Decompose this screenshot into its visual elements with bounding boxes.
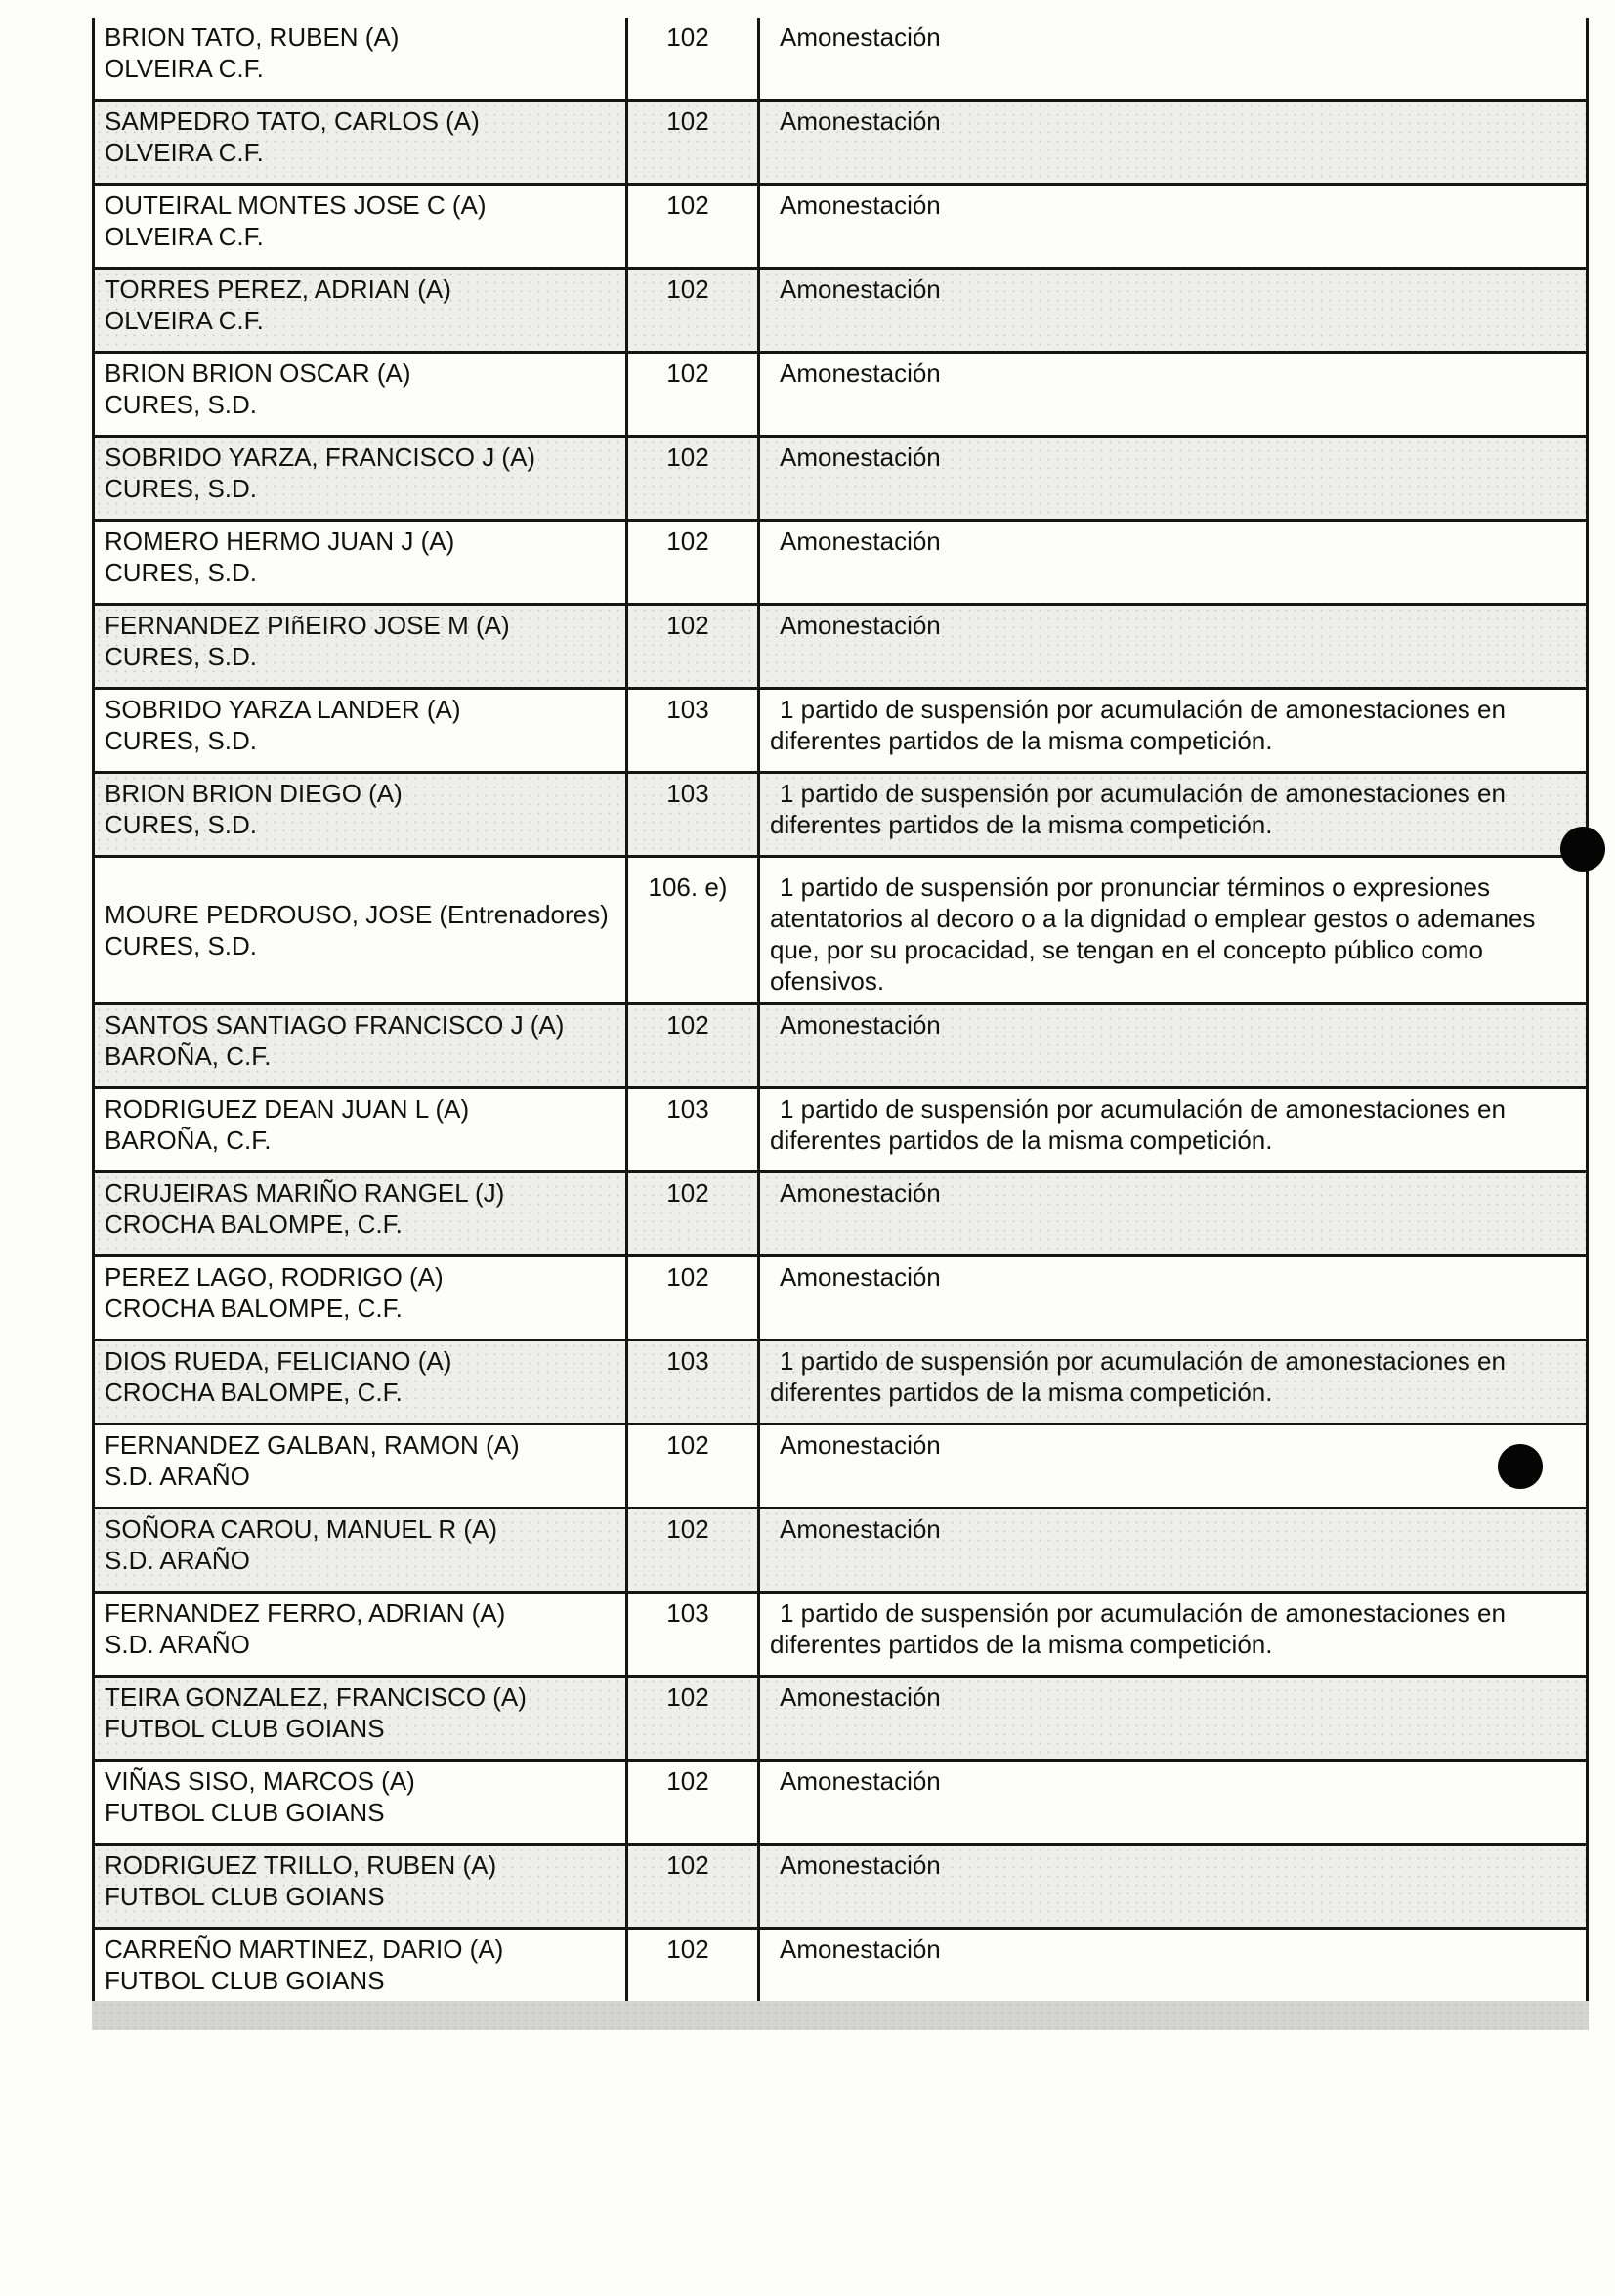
player-cell: [95, 1678, 628, 1759]
sanction-cell: Amonestación: [780, 359, 941, 388]
player-name: FERNANDEZ PIñEIRO JOSE M (A): [105, 611, 510, 640]
article-cell: 102: [628, 438, 760, 519]
sanction-cell: Amonestación: [780, 1766, 941, 1796]
footer-shaded-band: [92, 2001, 1589, 2030]
player-cell: [95, 1846, 628, 1927]
player-name: TORRES PEREZ, ADRIAN (A): [105, 275, 451, 304]
player-cell: [95, 438, 628, 519]
article-cell: 102: [628, 1509, 760, 1591]
article-cell: 102: [628, 18, 760, 99]
sanction-line: 1 partido de suspensión por acumulación de amonestaciones en: [780, 695, 1506, 724]
player-cell: [95, 186, 628, 267]
player-cell: [95, 858, 628, 1002]
player-name: PEREZ LAGO, RODRIGO (A): [105, 1262, 444, 1292]
player-name: FERNANDEZ GALBAN, RAMON (A): [105, 1430, 520, 1460]
player-name: SOBRIDO YARZA LANDER (A): [105, 695, 461, 724]
player-cell: [95, 1173, 628, 1254]
player-cell: [95, 1509, 628, 1591]
article-cell: 102: [628, 1930, 760, 2011]
player-cell: [95, 1341, 628, 1423]
article-cell: 102: [628, 1173, 760, 1254]
sanctions-table: [92, 18, 1589, 2014]
sanction-cell: [760, 774, 1586, 855]
table-row: [95, 858, 1586, 1005]
club-name: CURES, S.D.: [105, 642, 258, 671]
table-row: [95, 1425, 1586, 1509]
player-name: CARREÑO MARTINEZ, DARIO (A): [105, 1935, 504, 1964]
article-cell: 102: [628, 354, 760, 435]
table-row: [95, 354, 1586, 438]
club-name: OLVEIRA C.F.: [105, 54, 264, 83]
club-name: BAROÑA, C.F.: [105, 1042, 272, 1071]
article-cell: 103: [628, 774, 760, 855]
player-name: VIÑAS SISO, MARCOS (A): [105, 1766, 415, 1796]
table-row: [95, 102, 1586, 186]
sanction-line: 1 partido de suspensión por acumulación de amonestaciones en: [780, 1346, 1506, 1376]
player-cell: [95, 18, 628, 99]
player-name: FERNANDEZ FERRO, ADRIAN (A): [105, 1598, 506, 1628]
club-name: CURES, S.D.: [105, 810, 258, 839]
player-name: SANTOS SANTIAGO FRANCISCO J (A): [105, 1010, 565, 1040]
club-name: CURES, S.D.: [105, 474, 258, 503]
player-name: RODRIGUEZ TRILLO, RUBEN (A): [105, 1850, 497, 1880]
article-cell: 102: [628, 522, 760, 603]
table-row: [95, 1005, 1586, 1089]
player-cell: [95, 1594, 628, 1675]
sanction-cell: Amonestación: [780, 611, 941, 640]
sanction-cell: [760, 1089, 1586, 1170]
player-cell: [95, 1089, 628, 1170]
club-name: CROCHA BALOMPE, C.F.: [105, 1210, 403, 1239]
sanction-cell: [760, 690, 1586, 771]
sanction-cell: Amonestación: [780, 527, 941, 556]
sanction-line: diferentes partidos de la misma competición.: [770, 1126, 1273, 1155]
sanction-line: atentatorios al decoro o a la dignidad o emplear gestos o ademanes: [770, 904, 1536, 933]
article-cell: 102: [628, 606, 760, 687]
club-name: OLVEIRA C.F.: [105, 306, 264, 335]
sanction-cell: Amonestación: [780, 1262, 941, 1292]
sanction-line: 1 partido de suspensión por pronunciar términos o expresiones: [780, 872, 1490, 902]
article-cell: 102: [628, 102, 760, 183]
sanction-line: 1 partido de suspensión por acumulación de amonestaciones en: [780, 779, 1506, 808]
table-row: [95, 606, 1586, 690]
sanction-line: diferentes partidos de la misma competición.: [770, 810, 1273, 839]
table-row: [95, 774, 1586, 858]
sanction-line: diferentes partidos de la misma competición.: [770, 1378, 1273, 1407]
table-row: [95, 1594, 1586, 1678]
player-cell: [95, 1930, 628, 2011]
player-name: BRION TATO, RUBEN (A): [105, 22, 400, 52]
article-cell: 103: [628, 690, 760, 771]
article-cell: 102: [628, 1005, 760, 1086]
article-cell: 103: [628, 1594, 760, 1675]
player-name: CRUJEIRAS MARIÑO RANGEL (J): [105, 1178, 505, 1208]
sanction-line: ofensivos.: [770, 966, 885, 996]
sanction-cell: Amonestación: [780, 22, 941, 52]
table-row: [95, 18, 1586, 102]
club-name: CROCHA BALOMPE, C.F.: [105, 1294, 403, 1323]
sanction-line: diferentes partidos de la misma competición.: [770, 1630, 1273, 1659]
player-cell: [95, 522, 628, 603]
player-name: SAMPEDRO TATO, CARLOS (A): [105, 106, 480, 136]
sanction-cell: Amonestación: [780, 1514, 941, 1544]
player-name: RODRIGUEZ DEAN JUAN L (A): [105, 1094, 470, 1124]
club-name: S.D. ARAÑO: [105, 1462, 250, 1491]
article-cell: 106. e): [628, 858, 760, 1002]
article-cell: 102: [628, 1846, 760, 1927]
club-name: CROCHA BALOMPE, C.F.: [105, 1378, 403, 1407]
club-name: BAROÑA, C.F.: [105, 1126, 272, 1155]
table-row: [95, 1257, 1586, 1341]
club-name: FUTBOL CLUB GOIANS: [105, 1798, 385, 1827]
player-name: TEIRA GONZALEZ, FRANCISCO (A): [105, 1682, 527, 1712]
sanction-cell: Amonestación: [780, 191, 941, 220]
player-cell: [95, 690, 628, 771]
table-row: [95, 1678, 1586, 1762]
article-cell: 102: [628, 270, 760, 351]
player-name: SOÑORA CAROU, MANUEL R (A): [105, 1514, 498, 1544]
table-row: [95, 522, 1586, 606]
player-cell: [95, 1425, 628, 1507]
sanction-cell: [760, 1341, 1586, 1423]
club-name: S.D. ARAÑO: [105, 1630, 250, 1659]
player-cell: [95, 354, 628, 435]
player-name: BRION BRION DIEGO (A): [105, 779, 403, 808]
sanction-cell: Amonestación: [780, 1935, 941, 1964]
table-row: [95, 1762, 1586, 1846]
player-name: OUTEIRAL MONTES JOSE C (A): [105, 191, 487, 220]
sanction-line: 1 partido de suspensión por acumulación de amonestaciones en: [780, 1094, 1506, 1124]
article-cell: 102: [628, 1425, 760, 1507]
table-row: [95, 1341, 1586, 1425]
sanction-cell: Amonestación: [780, 106, 941, 136]
sanction-cell: Amonestación: [780, 1010, 941, 1040]
sanction-cell: [760, 1594, 1586, 1675]
article-cell: 102: [628, 1762, 760, 1843]
table-row: [95, 1509, 1586, 1594]
table-row: [95, 438, 1586, 522]
player-cell: [95, 1762, 628, 1843]
sanction-line: diferentes partidos de la misma competición.: [770, 726, 1273, 755]
table-row: [95, 1846, 1586, 1930]
sanction-cell: Amonestación: [780, 443, 941, 472]
player-name: ROMERO HERMO JUAN J (A): [105, 527, 455, 556]
club-name: OLVEIRA C.F.: [105, 222, 264, 251]
article-cell: 102: [628, 186, 760, 267]
club-name: FUTBOL CLUB GOIANS: [105, 1882, 385, 1911]
sanction-cell: Amonestación: [780, 1682, 941, 1712]
club-name: S.D. ARAÑO: [105, 1546, 250, 1575]
player-name: SOBRIDO YARZA, FRANCISCO J (A): [105, 443, 536, 472]
player-cell: [95, 1257, 628, 1339]
player-name: BRION BRION OSCAR (A): [105, 359, 411, 388]
punch-hole-mark: [1498, 1444, 1543, 1489]
club-name: FUTBOL CLUB GOIANS: [105, 1714, 385, 1743]
sanction-cell: [760, 858, 1586, 1002]
article-cell: 102: [628, 1678, 760, 1759]
club-name: CURES, S.D.: [105, 726, 258, 755]
player-name: MOURE PEDROUSO, JOSE (Entrenadores): [105, 900, 609, 929]
player-cell: [95, 102, 628, 183]
club-name: OLVEIRA C.F.: [105, 138, 264, 167]
club-name: CURES, S.D.: [105, 390, 258, 419]
sanction-cell: Amonestación: [780, 1850, 941, 1880]
player-cell: [95, 1005, 628, 1086]
player-cell: [95, 774, 628, 855]
sanction-cell: Amonestación: [780, 275, 941, 304]
table-row: [95, 1089, 1586, 1173]
table-row: [95, 186, 1586, 270]
table-row: [95, 690, 1586, 774]
club-name: FUTBOL CLUB GOIANS: [105, 1966, 385, 1995]
club-name: CURES, S.D.: [105, 931, 258, 960]
sanction-cell: Amonestación: [780, 1430, 941, 1460]
sanction-line: 1 partido de suspensión por acumulación de amonestaciones en: [780, 1598, 1506, 1628]
article-cell: 103: [628, 1089, 760, 1170]
club-name: CURES, S.D.: [105, 558, 258, 587]
article-cell: 103: [628, 1341, 760, 1423]
sanction-cell: Amonestación: [780, 1178, 941, 1208]
sanction-line: que, por su procacidad, se tengan en el concepto público como: [770, 935, 1483, 964]
article-cell: 102: [628, 1257, 760, 1339]
player-name: DIOS RUEDA, FELICIANO (A): [105, 1346, 452, 1376]
player-cell: [95, 606, 628, 687]
table-row: [95, 1173, 1586, 1257]
table-row: [95, 270, 1586, 354]
player-cell: [95, 270, 628, 351]
